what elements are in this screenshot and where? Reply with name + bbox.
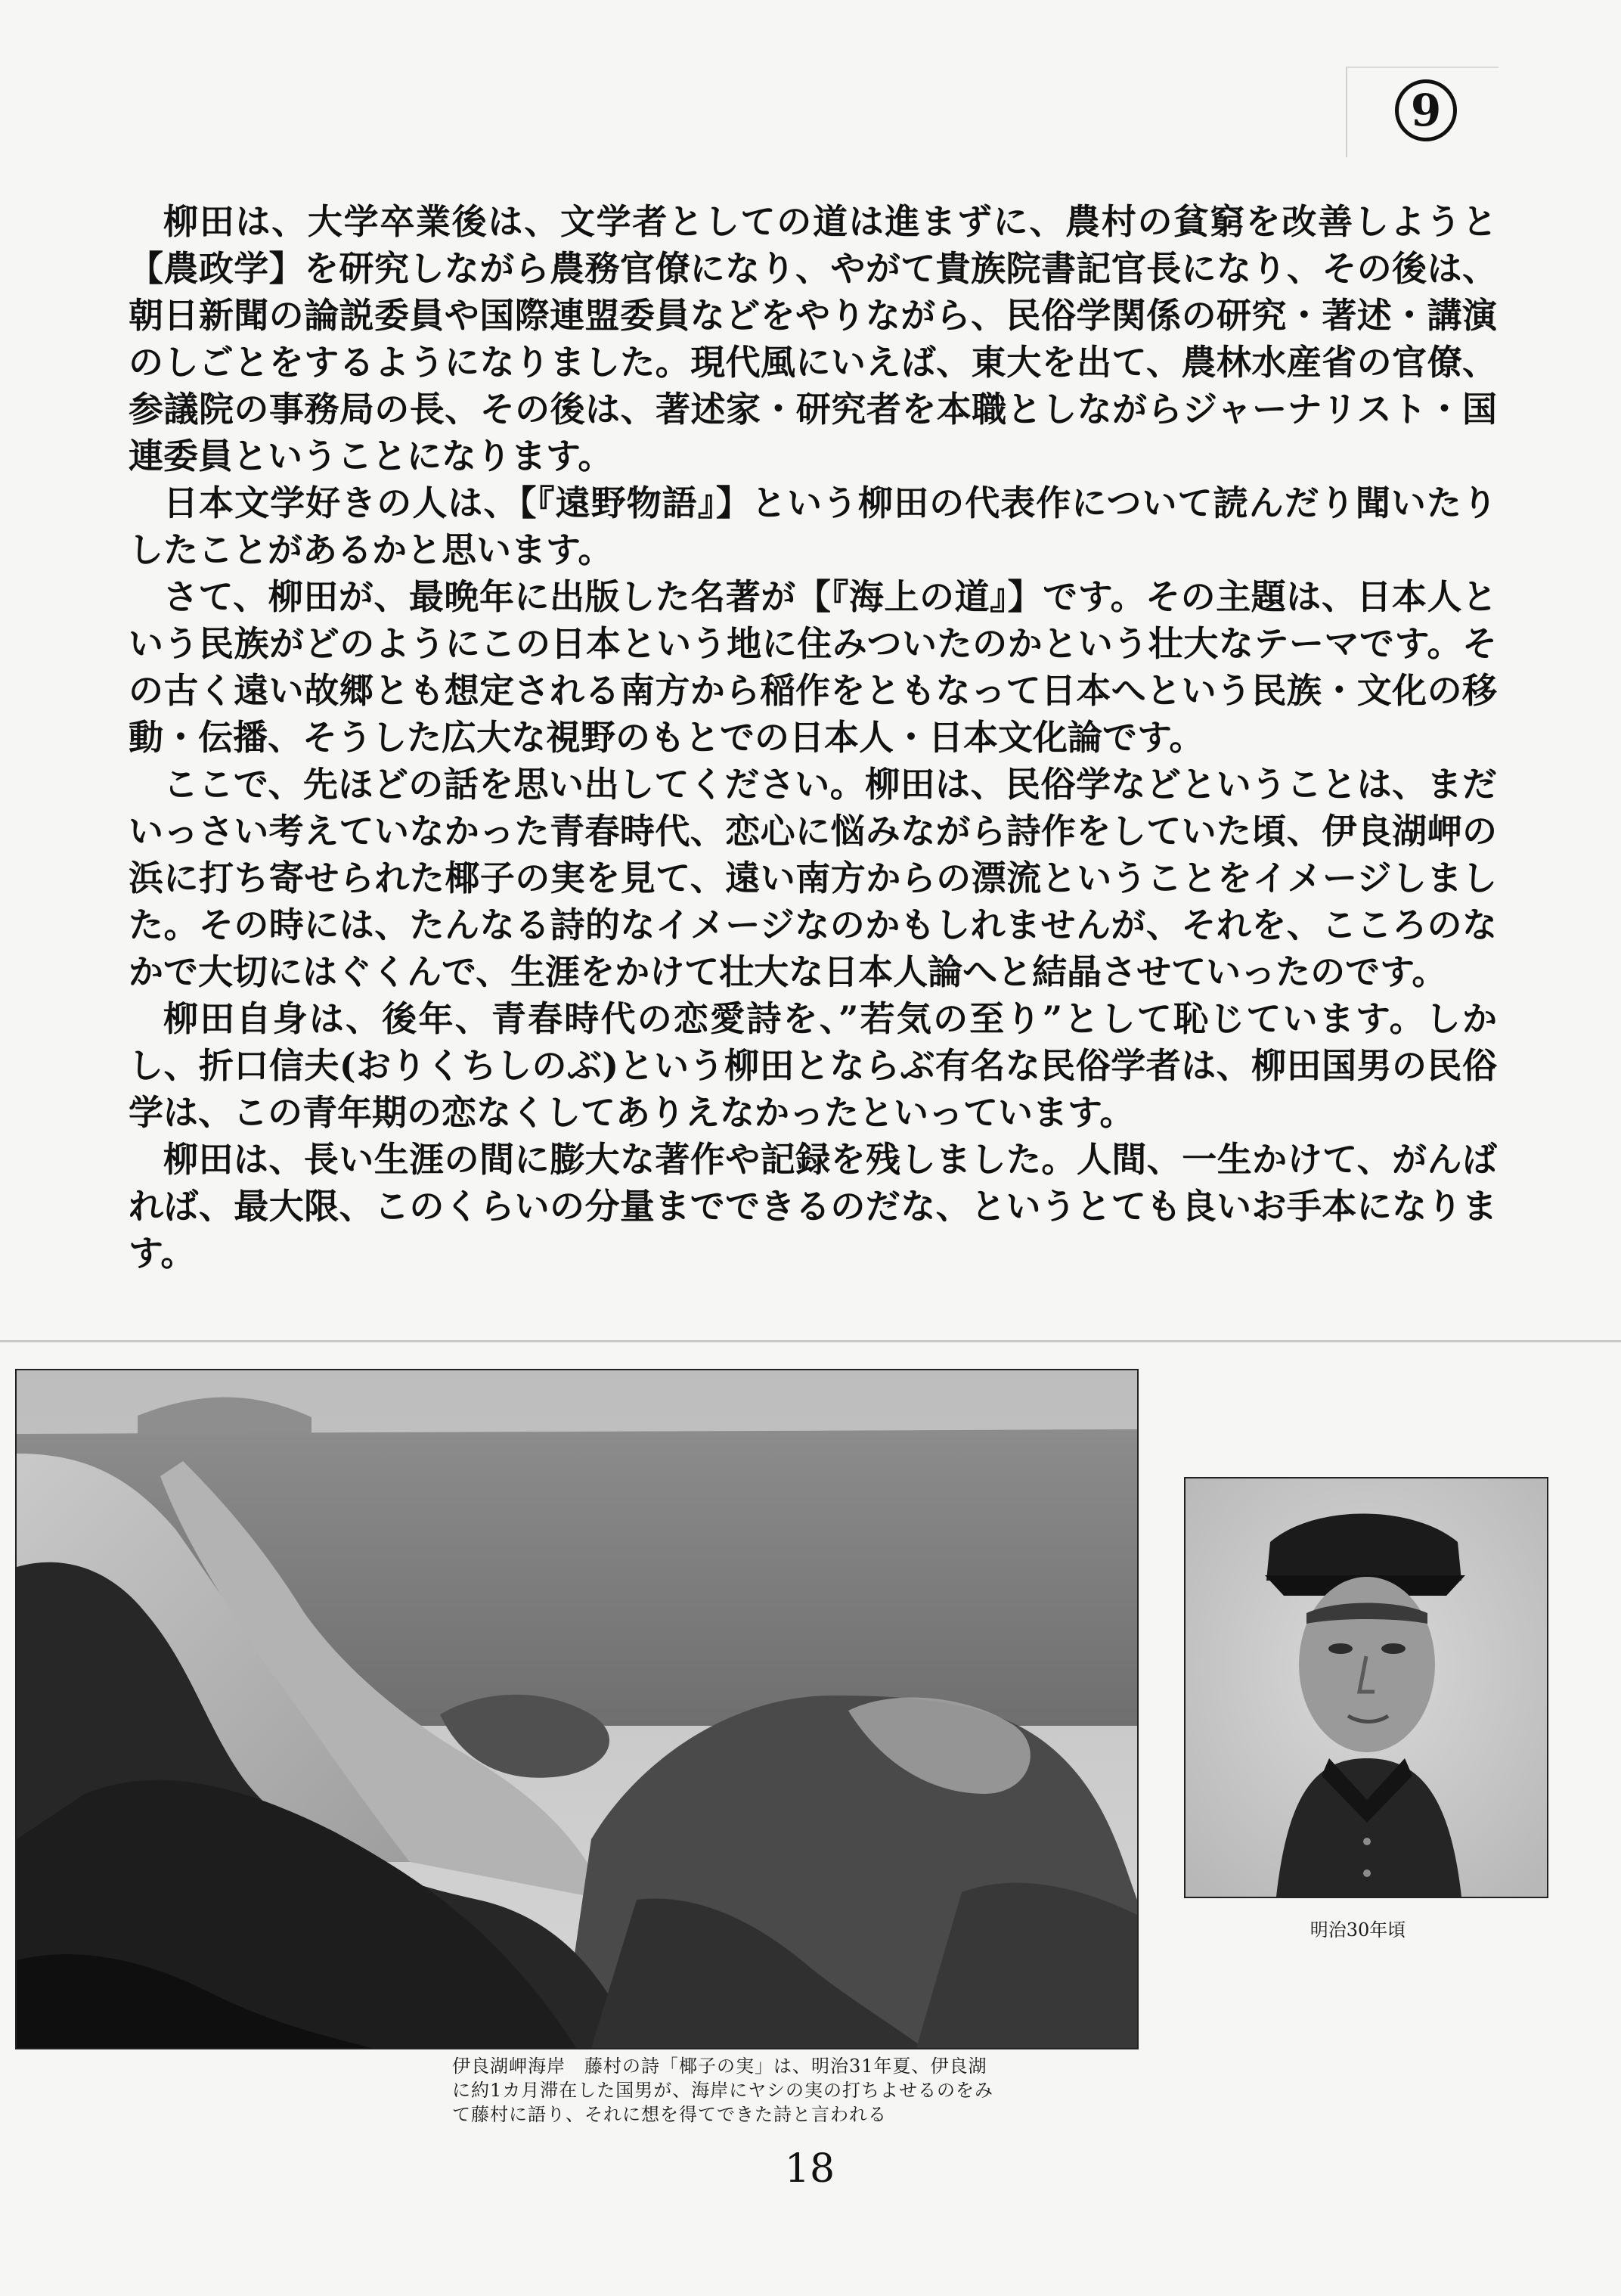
beach-caption: 伊良湖岬海岸 藤村の詩「椰子の実」は、明治31年夏、伊良湖に約1カ月滞在した国男が、海岸にヤシの実の打ちよせるのをみて藤村に語り、それに想を得てできた詩と言われる [452, 2056, 994, 2125]
portrait-caption: 明治30年頃 [1310, 1919, 1406, 1941]
beach-photo [15, 1369, 1139, 2049]
portrait-image [1186, 1478, 1547, 1897]
footer-page-number: 18 [784, 2146, 835, 2192]
section-divider-line [0, 1340, 1621, 1342]
section-number-badge: 9 [1395, 79, 1457, 141]
paragraph-3: さて、柳田が、最晩年に出版した名著が【『海上の道』】です。その主題は、日本人という民族がどのようにこの日本という地に住みついたのかという壮大なテーマです。その古く遠い故郷とも想定される南方から稲作をともなって日本へという民族・文化の移動・伝播、そうした広大な視野のもとでの日本人・日本文化論です。 [129, 576, 1497, 758]
beach-landscape-image [17, 1370, 1137, 2048]
paragraph-6: 柳田は、長い生涯の間に膨大な著作や記録を残しました。人間、一生かけて、がんばれば、最大限、このくらいの分量までできるのだな、というとても良いお手本になります。 [129, 1139, 1497, 1274]
main-body-text [129, 198, 1497, 1277]
paragraph-4: ここで、先ほどの話を思い出してください。柳田は、民俗学などということは、まだいっさい考えていなかった青春時代、恋心に悩みながら詩作をしていた頃、伊良湖岬の浜に打ち寄せられた椰子の実を見て、遠い南方からの漂流ということをイメージしました。その時には、たんなる詩的なイメージなのかもしれませんが、それを、こころのなかで大切にはぐくんで、生涯をかけて壮大な日本人論へと結晶させていったのです。 [129, 764, 1497, 992]
paragraph-1: 柳田は、大学卒業後は、文学者としての道は進まずに、農村の貧窮を改善しようと【農政学】を研究しながら農務官僚になり、やがて貴族院書記官長になり、その後は、朝日新聞の論説委員や国際連盟委員などをやりながら、民俗学関係の研究・著述・講演のしごとをするようになりました。現代風にいえば、東大を出て、農林水産省の官僚、参議院の事務局の長、その後は、著述家・研究者を本職としながらジャーナリスト・国連委員ということになります。 [129, 201, 1498, 476]
portrait-photo [1184, 1477, 1548, 1898]
paragraph-5: 柳田自身は、後年、青春時代の恋愛詩を、”若気の至り”として恥じています。しかし、折口信夫(おりくちしのぶ)という柳田とならぶ有名な民俗学者は、柳田国男の民俗学は、この青年期の恋なくしてありえなかったといっています。 [129, 998, 1497, 1133]
paragraph-2: 日本文学好きの人は、【『遠野物語』】という柳田の代表作について読んだり聞いたりしたことがあるかと思います。 [129, 482, 1497, 570]
